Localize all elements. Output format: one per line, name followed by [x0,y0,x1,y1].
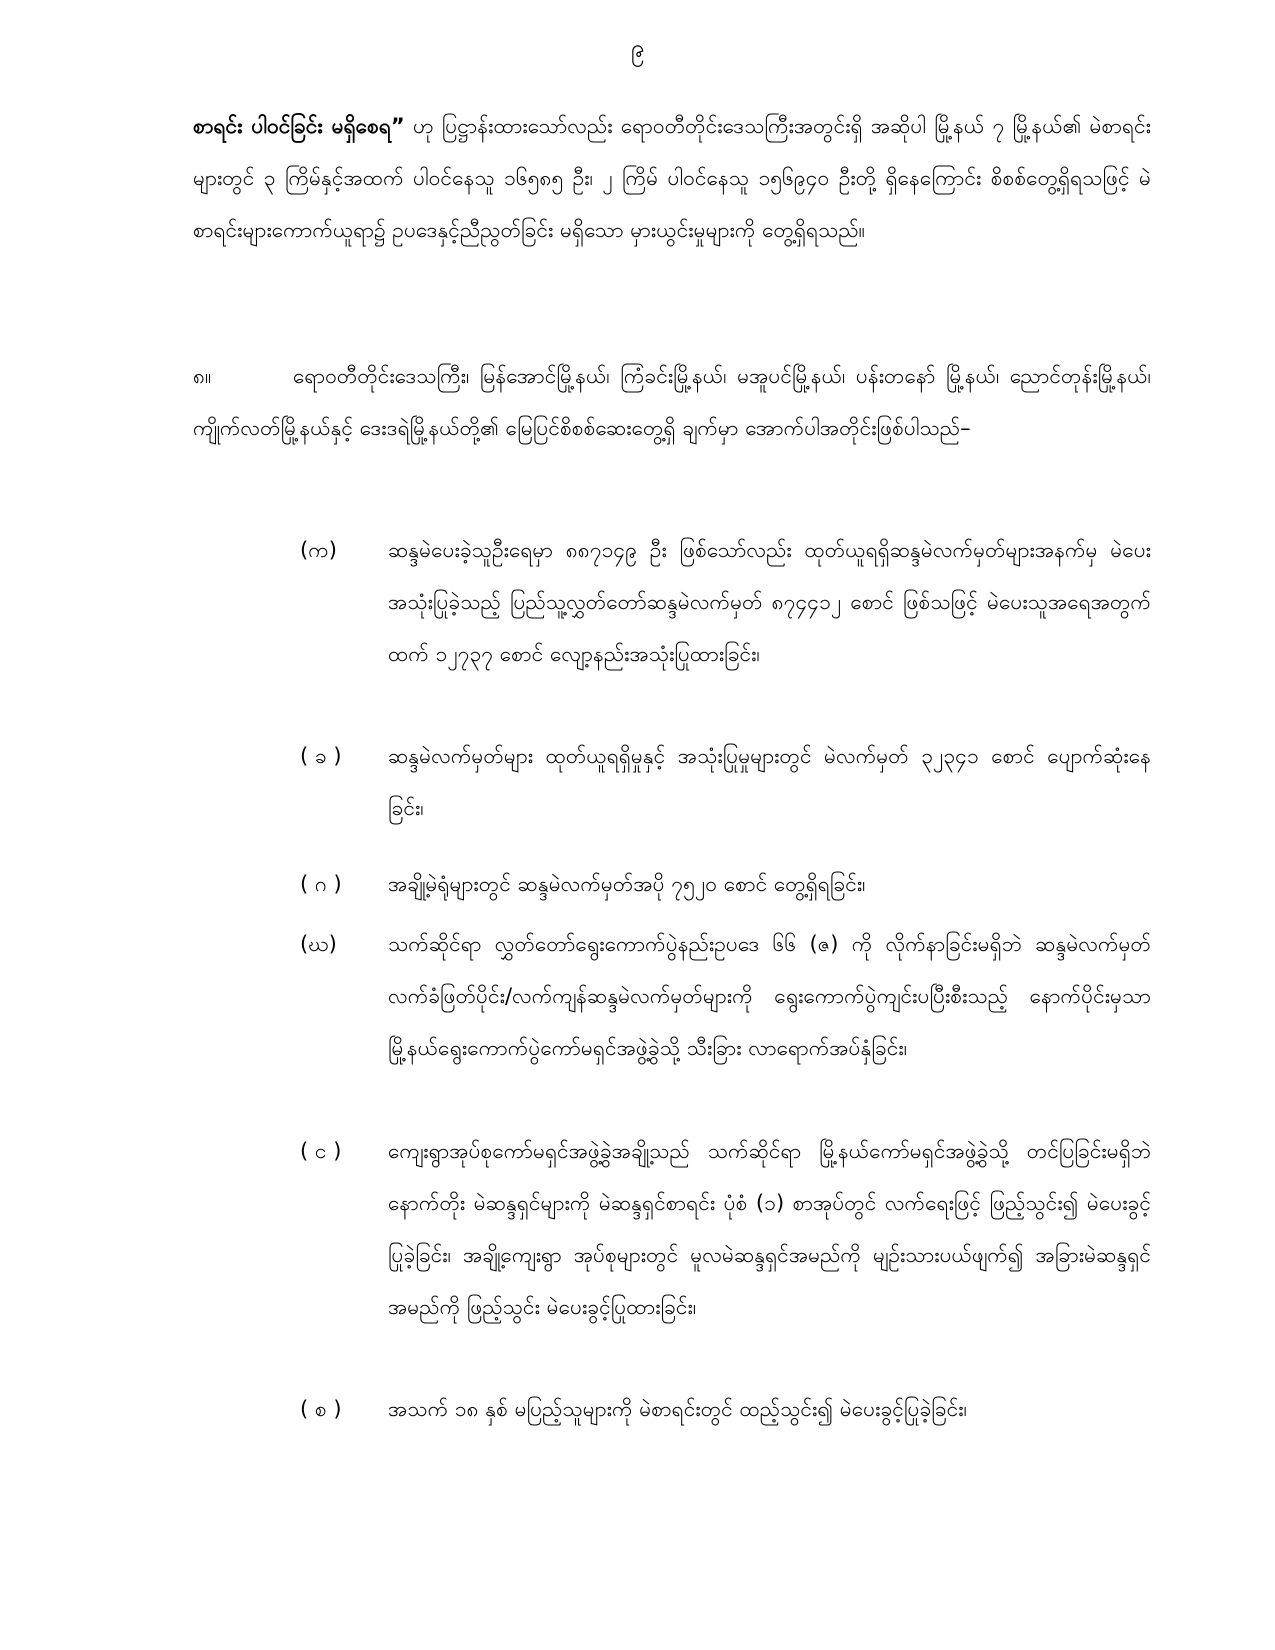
list-item-text: အသက် ၁၈ နှစ် မပြည့်သူများကို မဲစာရင်းတွင် ထည့်သွင်း၍ မဲပေးခွင့်ပြုခဲ့ခြင်း၊ [388,1397,967,1421]
list-item-text: ကျေးရွာအုပ်စုကော်မရှင်အဖွဲ့ခွဲအချို့သည် သက်ဆိုင်ရာ မြို့နယ်ကော်မရှင်အဖွဲ့ခွဲသို့ တင်ပြခြင်းမရှိဘဲ နောက်တိုး မဲဆန္ဒရှင်များကို မဲဆန္ဒရှင်စာရင်း ပုံစံ (၁) စာအုပ်တွင် လက်ရေးဖြင့် ဖြည့်သွင်း၍ မဲပေးခွင့်ပြုခဲ့ခြင်း၊ အချို့ကျေးရွာ အုပ်စုများတွင် မူလမဲဆန္ဒရှင်အမည်ကို မျဉ်းသားပယ်ဖျက်၍ အခြားမဲဆန္ဒရှင် အမည်ကို ဖြည့်သွင်း မဲပေးခွင့်ပြုထားခြင်း၊ [388,1139,1151,1319]
list-item-marker: (က) [300,538,337,562]
list-item-marker: (ဃ) [300,932,337,956]
paragraph-continuation [193,100,1151,256]
list-item-text: အချို့မဲရုံများတွင် ဆန္ဒမဲလက်မှတ်အပို ၇၅၂၀ စောင် တွေ့ရှိရခြင်း၊ [388,872,866,896]
list-item [300,1383,1151,1435]
paragraph-number: ၈။ [193,364,212,388]
paragraph-8 [193,350,1151,454]
bold-lead-text: စာရင်း ပါဝင်ခြင်း မရှိစေရ” [193,114,405,138]
list-item [300,1125,1151,1333]
list-item-marker: ( စ ) [300,1397,342,1421]
list-item-marker: ( ခ ) [300,744,342,768]
page-number: ၉ [630,34,645,62]
paragraph-text: ဟု ပြဋ္ဌာန်းထားသော်လည်း ရောဝတီတိုင်းဒေသကြီးအတွင်းရှိ အဆိုပါ မြို့နယ် ၇ မြို့နယ်၏ မဲစာရင်းများတွင် ၃ ကြိမ်နှင့်အထက် ပါဝင်နေသူ ၁၆၅၈၅ ဦး၊ ၂ ကြိမ် ပါဝင်နေသူ ၁၅၆၉၄၀ ဦးတို့ ရှိနေကြောင်း စိစစ်တွေ့ရှိရသဖြင့် မဲစာရင်းများကောက်ယူရာ၌ ဥပဒေနှင့်ညီညွတ်ခြင်း မရှိသော မှားယွင်းမှုများကို တွေ့ရှိရသည်။ [193,114,1151,242]
list-item [300,858,1151,910]
list-item [300,524,1151,680]
list-item-text: သက်ဆိုင်ရာ လွှတ်တော်ရွေးကောက်ပွဲနည်းဥပဒေ ၆၆ (ဇ) ကို လိုက်နာခြင်းမရှိဘဲ ဆန္ဒမဲလက်မှတ် လက်ခံဖြတ်ပိုင်း/လက်ကျန်ဆန္ဒမဲလက်မှတ်များကို ရွေးကောက်ပွဲကျင်းပပြီးစီးသည့် နောက်ပိုင်းမှသာ မြို့နယ်ရွေးကောက်ပွဲကော်မရှင်အဖွဲ့ခွဲသို့ သီးခြား လာရောက်အပ်နှံခြင်း၊ [388,932,1151,1060]
list-item-marker: ( ဂ ) [300,872,342,896]
list-item [300,730,1151,834]
list-item [300,918,1151,1074]
paragraph-text: ရောဝတီတိုင်းဒေသကြီး၊ မြန်အောင်မြို့နယ်၊ ကြံခင်းမြို့နယ်၊ မအူပင်မြို့နယ်၊ ပန်းတနော် မြို့နယ်၊ ညောင်တုန်းမြို့နယ်၊ ကျိုက်လတ်မြို့နယ်နှင့် ဒေးဒရဲမြို့နယ်တို့၏ မြေပြင်စိစစ်ဆေးတွေ့ရှိ ချက်မှာ အောက်ပါအတိုင်းဖြစ်ပါသည်– [193,364,1151,440]
list-item-text: ဆန္ဒမဲပေးခဲ့သူဦးရေမှာ ၈၈၇၁၄၉ ဦး ဖြစ်သော်လည်း ထုတ်ယူရရှိဆန္ဒမဲလက်မှတ်များအနက်မှ မဲပေးအသုံးပြုခဲ့သည့် ပြည်သူ့လွှတ်တော်ဆန္ဒမဲလက်မှတ် ၈၇၄၄၁၂ စောင် ဖြစ်သဖြင့် မဲပေးသူအရေအတွက်ထက် ၁၂၇၃၇ စောင် လျော့နည်းအသုံးပြုထားခြင်း၊ [388,538,1151,666]
list-item-marker: ( င ) [300,1139,342,1163]
list-item-text: ဆန္ဒမဲလက်မှတ်များ ထုတ်ယူရရှိမှုနှင့် အသုံးပြုမှုများတွင် မဲလက်မှတ် ၃၂၃၄၁ စောင် ပျောက်ဆုံးနေခြင်း၊ [388,744,1151,820]
